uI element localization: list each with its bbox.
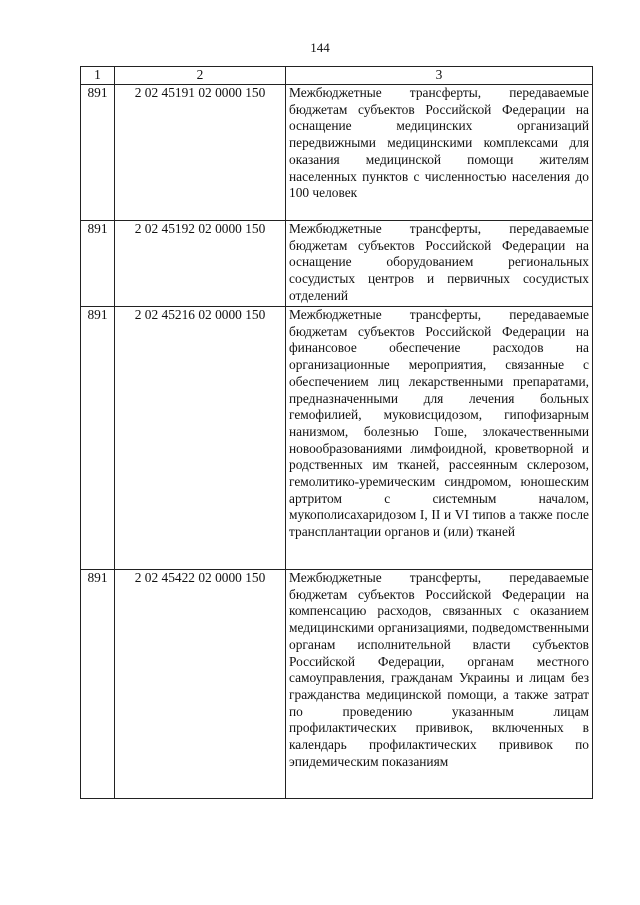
description-cell: Межбюджетные трансферты, передаваемые бюджетам субъектов Российской Федерации на финансовое обеспечение расходов на организационные мероприятия, связанные с обеспечением лиц лекарственными препаратами, предназначенными для лечения больных гемофилией, муковисцидозом, гипофизарным нанизмом, болезнью Гоше, злокачественными новообразованиями лимфоидной, кроветворной и родственных им тканей, рассеянным склерозом, гемолитико-уремическим синдромом, юношеским артритом с системным началом, мукополисахаридозом I, II и VI типов а также после трансплантации органов и (или) тканей bbox=[286, 307, 593, 570]
admin-code-cell: 891 bbox=[81, 570, 115, 799]
description-cell: Межбюджетные трансферты, передаваемые бюджетам субъектов Российской Федерации на оснащение медицинских организаций передвижными медицинскими комплексами для оказания медицинской помощи жителям населенных пунктов с численностью населения до 100 человек bbox=[286, 85, 593, 221]
table-header-row bbox=[81, 67, 593, 85]
admin-code-cell: 891 bbox=[81, 85, 115, 221]
admin-code-cell: 891 bbox=[81, 307, 115, 570]
table-row bbox=[81, 570, 593, 799]
budget-code-cell: 2 02 45192 02 0000 150 bbox=[115, 221, 286, 307]
table-row bbox=[81, 307, 593, 570]
budget-codes-table bbox=[80, 66, 593, 799]
description-cell: Межбюджетные трансферты, передаваемые бюджетам субъектов Российской Федерации на оснащение оборудованием региональных сосудистых центров и первичных сосудистых отделений bbox=[286, 221, 593, 307]
budget-code-cell: 2 02 45216 02 0000 150 bbox=[115, 307, 286, 570]
table-row bbox=[81, 85, 593, 221]
page-number: 144 bbox=[310, 40, 330, 55]
column-header-1: 1 bbox=[81, 67, 115, 85]
table-row bbox=[81, 221, 593, 307]
admin-code-cell: 891 bbox=[81, 221, 115, 307]
column-header-3: 3 bbox=[286, 67, 593, 85]
column-header-2: 2 bbox=[115, 67, 286, 85]
description-cell: Межбюджетные трансферты, передаваемые бюджетам субъектов Российской Федерации на компенсацию расходов, связанных с оказанием медицинскими организациями, подведомственными органам исполнительной власти субъектов Российской Федерации, органам местного самоуправления, гражданам Украины и лицам без гражданства медицинской помощи, а также затрат по проведению указанным лицам профилактических прививок, включенных в календарь профилактических прививок по эпидемическим показаниям bbox=[286, 570, 593, 799]
budget-code-cell: 2 02 45191 02 0000 150 bbox=[115, 85, 286, 221]
budget-code-cell: 2 02 45422 02 0000 150 bbox=[115, 570, 286, 799]
